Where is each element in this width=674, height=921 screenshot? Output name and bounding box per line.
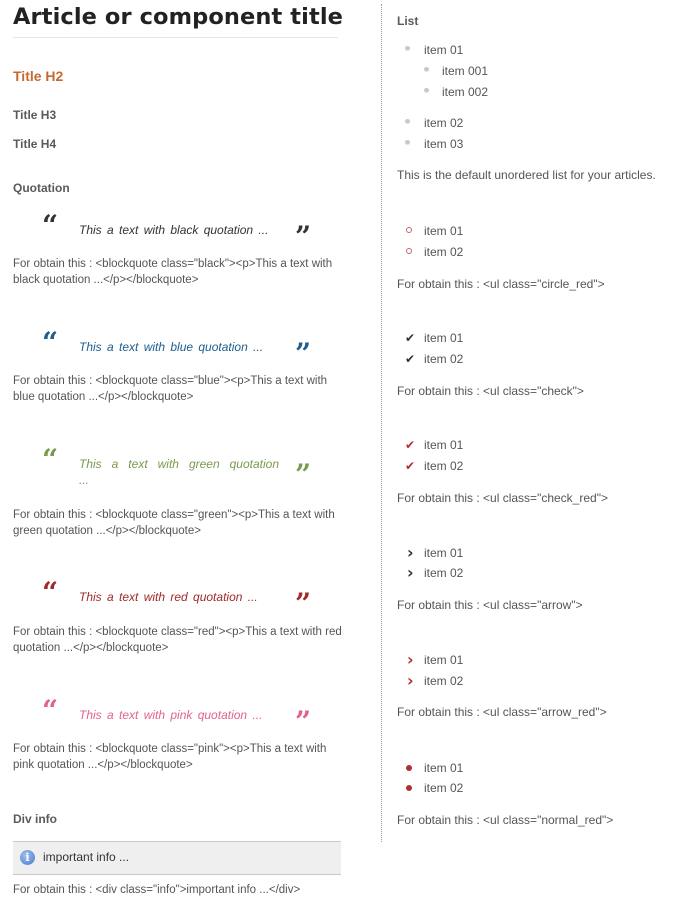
list-bullet-icon: [405, 46, 410, 50]
list-item: item 002: [442, 85, 489, 99]
list-item: item 02: [424, 566, 464, 580]
quote-note-black: For obtain this : <blockquote class="black"><p>This a text with black quotation ...</p></blockquote>: [13, 258, 333, 286]
list-item: item 01: [424, 546, 464, 560]
list-bullet-icon: [424, 88, 429, 92]
title-h2: Title H2: [13, 68, 64, 84]
list-item: item 02: [424, 674, 464, 688]
quote-text: This a text with pink quotation ...: [79, 708, 263, 722]
check-note: For obtain this : <ul class="check">: [397, 384, 584, 398]
list-bullet-icon: [405, 140, 410, 144]
blockquote-green: [13, 443, 343, 491]
list-item: item 02: [424, 459, 464, 473]
quote-note-green: For obtain this : <blockquote class="green"><p>This a text with green quotation ...</p></blockquote>: [13, 509, 335, 537]
list-item: item 02: [424, 781, 464, 795]
info-icon: i: [20, 850, 35, 865]
list-item: item 02: [424, 352, 464, 366]
default-list-note: This is the default unordered list for your articles.: [397, 168, 656, 182]
close-quote-icon: ”: [295, 705, 312, 738]
arrow-red-note: For obtain this : <ul class="arrow_red">: [397, 705, 607, 719]
chevron-right-icon: ›: [407, 543, 414, 562]
quote-text: This a text with black quotation ...: [79, 223, 269, 237]
open-quote-icon: “: [42, 694, 59, 727]
close-quote-icon: ”: [295, 587, 312, 620]
quote-text: This a text with red quotation ...: [79, 590, 258, 604]
blockquote-red: [13, 576, 343, 620]
list-item: item 02: [424, 245, 464, 259]
list-item: item 001: [442, 64, 489, 78]
open-quote-icon: “: [42, 209, 59, 242]
arrow-note: For obtain this : <ul class="arrow">: [397, 598, 583, 612]
open-quote-icon: “: [42, 576, 59, 609]
blockquote-black: [13, 209, 343, 253]
list-item: item 01: [424, 761, 464, 775]
title-h4: Title H4: [13, 137, 57, 151]
close-quote-icon: ”: [295, 220, 312, 253]
check-red-note: For obtain this : <ul class="check_red">: [397, 491, 608, 505]
open-quote-icon: “: [42, 326, 59, 359]
circle-bullet-icon: [406, 227, 412, 233]
list-item: item 01: [424, 43, 464, 57]
info-note: For obtain this : <div class="info">important info ...</div>: [13, 884, 301, 896]
quote-note-red: For obtain this : <blockquote class="red"><p>This a text with red quotation ...</p></blockquote>: [13, 626, 342, 654]
list-bullet-icon: [424, 67, 429, 71]
close-quote-icon: ”: [295, 458, 312, 491]
normal-red-note: For obtain this : <ul class="normal_red">: [397, 813, 614, 827]
list-item: item 03: [424, 137, 464, 151]
column-divider: [381, 4, 382, 842]
quote-text: This a text with green quotation ...: [79, 457, 279, 487]
quote-text: This a text with blue quotation ...: [79, 340, 264, 354]
quotation-heading: Quotation: [13, 181, 70, 195]
list-item: item 01: [424, 438, 464, 452]
quote-note-pink: For obtain this : <blockquote class="pink"><p>This a text with pink quotation ...</p></blockquote>: [13, 743, 327, 771]
check-red-icon: ✔: [405, 438, 416, 452]
list-heading: List: [397, 14, 419, 28]
dot-bullet-icon: [406, 785, 412, 791]
info-box: [13, 841, 341, 875]
check-icon: ✔: [405, 352, 416, 366]
list-bullet-icon: [405, 119, 410, 123]
info-text: important info ...: [43, 850, 130, 864]
circle-red-note: For obtain this : <ul class="circle_red">: [397, 277, 605, 291]
close-quote-icon: ”: [295, 337, 312, 370]
open-quote-icon: “: [42, 443, 59, 476]
title-divider: [13, 37, 338, 38]
check-red-icon: ✔: [405, 459, 416, 473]
title-h3: Title H3: [13, 108, 57, 122]
chevron-right-red-icon: ›: [407, 650, 414, 669]
blockquote-blue: [13, 326, 343, 370]
page-title: Article or component title: [13, 4, 343, 30]
blockquote-pink: [13, 694, 343, 738]
check-icon: ✔: [405, 331, 416, 345]
div-info-heading: Div info: [13, 812, 57, 826]
list-item: item 01: [424, 224, 464, 238]
chevron-right-icon: ›: [407, 563, 414, 582]
chevron-right-red-icon: ›: [407, 671, 414, 690]
list-item: item 01: [424, 331, 464, 345]
circle-bullet-icon: [406, 248, 412, 254]
quote-note-blue: For obtain this : <blockquote class="blue"><p>This a text with blue quotation ...</p></blockquote>: [13, 375, 328, 403]
dot-bullet-icon: [406, 765, 412, 771]
list-item: item 01: [424, 653, 464, 667]
list-item: item 02: [424, 116, 464, 130]
